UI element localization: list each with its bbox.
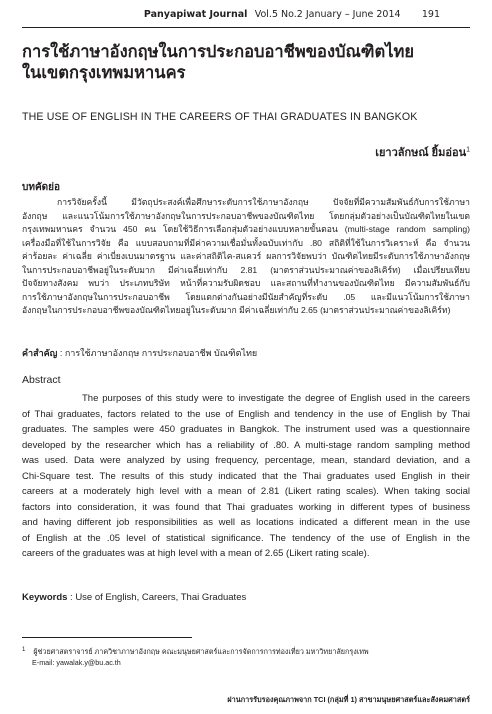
- abstract-english-body: [22, 391, 470, 562]
- abstract-english-line: factors into consideration, it was found that Thai graduates working in different types of business: [22, 501, 470, 513]
- abstract-english-heading: Abstract: [22, 374, 61, 386]
- footnote-rule: [22, 637, 192, 638]
- abstract-thai-line: ในการประกอบอาชีพอยู่ในระดับมาก มีค่าเฉลี่ยเท่ากับ 2.81 (มาตราส่วนประมาณค่าของลิเคิร์ท) เมื่อเปรียบเทียบ: [22, 264, 470, 275]
- keywords-thai: [22, 346, 257, 360]
- journal-name: Panyapiwat Journal: [143, 9, 248, 20]
- abstract-english-line: careers of the graduates was at high level with a mean of 2.65 (Likert rating scale).: [22, 548, 370, 559]
- footnote: [22, 645, 470, 668]
- abstract-thai-line: ปัจจัยทางสังคม พบว่า ประเภทบริษัท หน้าที่ความรับผิดชอบ และสถานที่ทำงานของบัณฑิตไทย มีความสัมพันธ์กับ: [22, 278, 470, 289]
- footnote-email: E-mail: yawalak.y@bu.ac.th: [32, 658, 121, 668]
- abstract-english-line: careers at a moderately high level with a mean of 2.81 (Likert rating scales). When taking social: [22, 486, 470, 497]
- author-name: เยาวลักษณ์ ยิ้มอ่อน: [375, 147, 467, 159]
- abstract-thai-line: อังกฤษในการประกอบอาชีพของบัณฑิตไทยอยู่ในระดับมาก มีค่าเฉลี่ยเท่ากับ 2.65 (มาตราส่วนประมาณค่าของลิเคิร์ท): [22, 305, 451, 316]
- abstract-thai-heading: บทคัดย่อ: [22, 182, 60, 193]
- abstract-thai-line: เครื่องมือที่ใช้ในการวิจัย คือ แบบสอบถามที่มีค่าความเชื่อมั่นทั้งฉบับเท่ากับ .80 สถิติที่ใช้ในการวิเคราะห์ คือ จำนวน: [22, 237, 470, 248]
- footnote-mark: 1: [22, 647, 26, 653]
- abstract-english-line: was used. Data were analyzed by using frequency, percentage, mean, standard deviation, and a: [22, 455, 470, 466]
- page-number: 191: [421, 9, 440, 20]
- keywords-thai-text: : การใช้ภาษาอังกฤษ การประกอบอาชีพ บัณฑิตไทย: [57, 348, 258, 358]
- footnote-affiliation-text: ผู้ช่วยศาสตราจารย์ ภาควิชาภาษาอังกฤษ คณะมนุษยศาสตร์และการจัดการการท่องเที่ยว มหาวิทยาลัยกรุงเทพ: [33, 647, 369, 657]
- title-thai-line-2: ในเขตกรุงเทพมหานคร: [22, 64, 186, 82]
- abstract-thai-line: การใช้ภาษาอังกฤษในการประกอบอาชีพ โดยแตกต่างกันอย่างมีนัยสำคัญที่ระดับ .05 และมีแนวโน้มการใช้ภาษา: [22, 291, 470, 302]
- abstract-english-line: of English at the .05 level of statistical significance. The tendency of the use of English in the: [22, 532, 470, 544]
- author-footnote-mark: 1: [466, 146, 470, 154]
- abstract-english-line: Chi-Square test. The results of this study indicated that the Thai graduates used English in their: [22, 470, 470, 482]
- title-english: THE USE OF ENGLISH IN THE CAREERS OF THAI GRADUATES IN BANGKOK: [22, 111, 418, 123]
- abstract-thai-line: ค่าร้อยละ ค่าเฉลี่ย ค่าเบี่ยงเบนมาตรฐาน และค่าสถิติไค-สแควร์ ผลการวิจัยพบว่า บัณฑิตไทยมีระดับการใช้ภาษาอังกฤษ: [22, 251, 470, 262]
- keywords-english-label: Keywords: [22, 592, 68, 603]
- author: [375, 143, 470, 161]
- abstract-english-line: of Thai graduates, factors related to the use of English and tendency in the use of English by Thai: [22, 408, 470, 420]
- header-rule: [22, 27, 470, 28]
- abstract-english-line: and having different job responsibilities as well as locations indicated a different mean in the use: [22, 517, 470, 528]
- running-header: [144, 9, 440, 20]
- keywords-english: [22, 592, 246, 603]
- abstract-thai-line: อังกฤษ และแนวโน้มการใช้ภาษาอังกฤษในการประกอบอาชีพของบัณฑิตไทย โดยกลุ่มตัวอย่างเป็นบัณฑิตไทยในเขต: [22, 210, 470, 221]
- page-footer: ผ่านการรับรองคุณภาพจาก TCI (กลุ่มที่ 1) สาขามนุษยศาสตร์และสังคมศาสตร์: [227, 695, 470, 704]
- footnote-affiliation: [22, 645, 470, 657]
- title-thai-line-1: การใช้ภาษาอังกฤษในการประกอบอาชีพของบัณฑิตไทย: [22, 43, 415, 61]
- abstract-thai-body: [22, 196, 470, 318]
- abstract-thai-line: การวิจัยครั้งนี้ มีวัตถุประสงค์เพื่อศึกษาระดับการใช้ภาษาอังกฤษ ปัจจัยที่มีความสัมพันธ์กับการใช้ภาษา: [57, 197, 470, 207]
- keywords-english-text: : Use of English, Careers, Thai Graduates: [70, 592, 247, 603]
- abstract-thai-line: กรุงเทพมหานคร จำนวน 450 คน โดยใช้วิธีการเลือกสุ่มตัวอย่างแบบหลายขั้นตอน (multi-stage random sampling): [22, 224, 470, 235]
- keywords-thai-label: คำสำคัญ: [22, 348, 58, 358]
- journal-issue: Vol.5 No.2 January – June 2014: [254, 9, 401, 20]
- abstract-english-line: graduates. The samples were 450 graduates in Bangkok. The instrument used was a questionnaire: [22, 424, 470, 435]
- abstract-english-line: The purposes of this study were to investigate the degree of English used in the careers: [82, 393, 470, 404]
- title-thai: [22, 42, 477, 84]
- abstract-english-line: developed by the researcher which has a reliability of .80. A multi-stage random sampling method: [22, 439, 470, 451]
